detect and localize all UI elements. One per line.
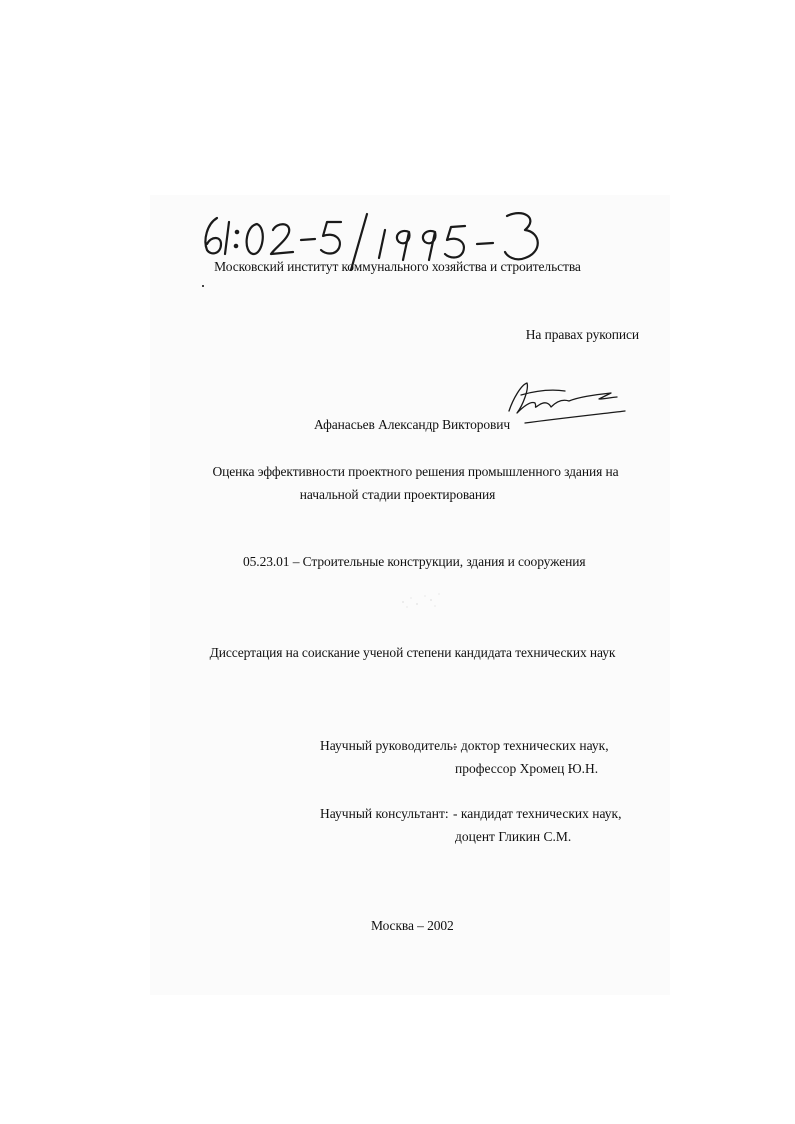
consultant-degree: - кандидат технических наук, [453,806,622,821]
supervisor-name: профессор Хромец Ю.Н. [455,761,599,776]
supervisor-label: Научный руководитель: [320,738,457,753]
institution-name: Московский институт коммунального хозяйства и строительства [214,259,581,274]
author-signature [495,375,635,430]
thesis-title-line-1: Оценка эффективности проектного решения промышленного здания на [212,464,619,479]
consultant-name: доцент Гликин С.М. [455,829,572,844]
city-year: Москва – 2002 [371,918,454,933]
archive-code-text: 61:02-5/1995-3 [195,273,208,275]
author-name: Афанасьев Александр Викторович [314,417,511,432]
scan-speckles [395,588,455,610]
supervisor-degree: - доктор технических наук, [453,738,609,753]
thesis-title-line-2: начальной стадии проектирования [299,487,496,502]
consultant-label: Научный консультант: [320,806,449,821]
stray-ink-dot [202,285,204,287]
degree-statement: Диссертация на соискание ученой степени кандидата технических наук [209,645,616,660]
rights-note: На правах рукописи [525,327,639,342]
specialty-code: 05.23.01 – Строительные конструкции, здания и сооружения [243,554,586,569]
